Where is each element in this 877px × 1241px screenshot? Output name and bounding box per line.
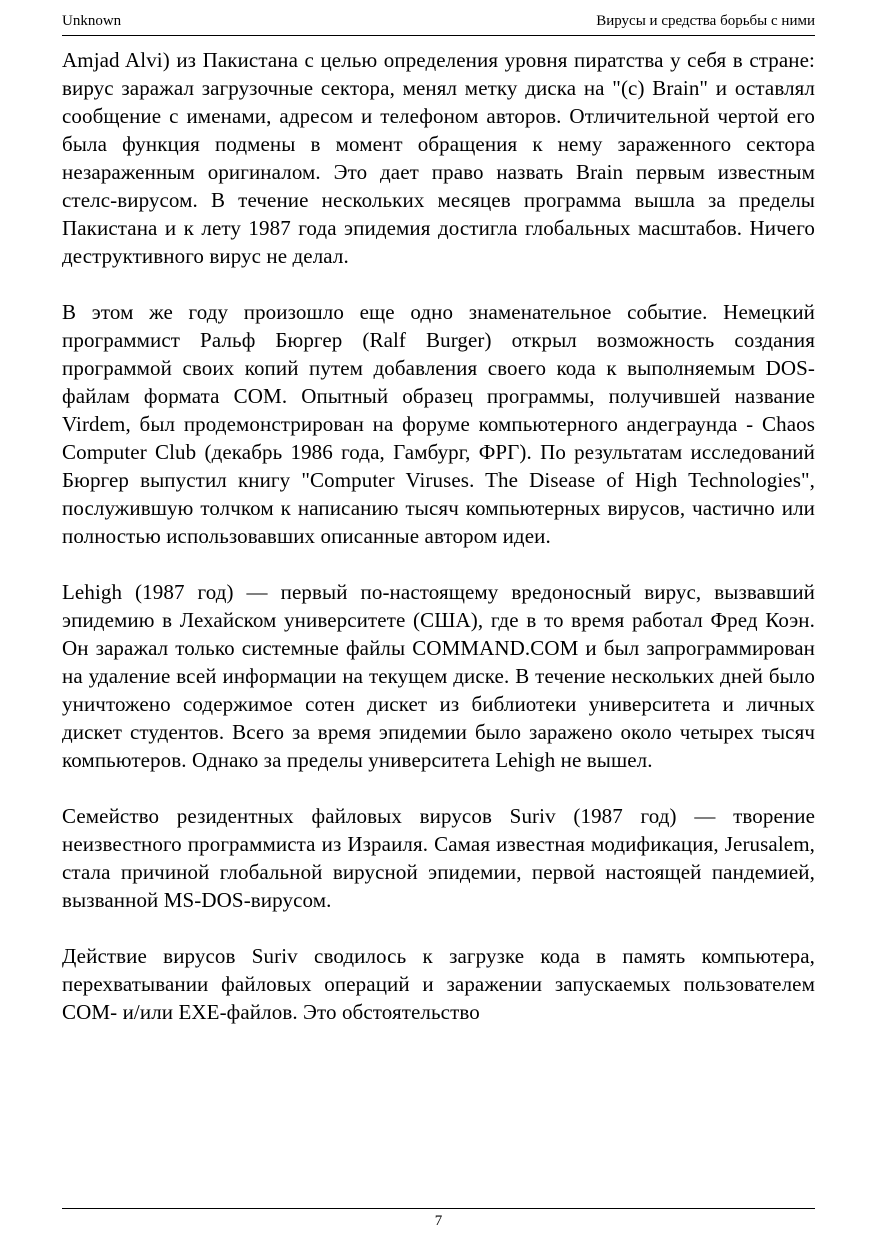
paragraph-1: Amjad Alvi) из Пакистана с целью определения уровня пиратства у себя в стране: вирус заражал загрузочные сектора, менял метку диска на "(c) Brain" и оставлял сообщение с именами, адресом и телефоном авторов. Отличительной чертой его была функция подмены в момент обращения к нему зараженного сектора незараженным оригиналом. Это дает право назвать Brain первым известным стелс-вирусом. В течение нескольких месяцев программа вышла за пределы Пакистана и к лету 1987 года эпидемия достигла глобальных масштабов. Ничего деструктивного вирус не делал. (62, 47, 815, 268)
page-number: 7 (434, 1212, 443, 1229)
page-header (62, 12, 815, 31)
header-divider (62, 35, 815, 36)
document-body (62, 46, 815, 1026)
paragraph-3: Lehigh (1987 год) — первый по-настоящему вредоносный вирус, вызвавший эпидемию в Лехайском университете (США), где в то время работал Фред Коэн. Он заражал только системные файлы COMMAND.COM и был запрограммирован на удаление всей информации на текущем диске. В течение нескольких дней было уничтожено содержимое сотен дискет из библиотеки университета и личных дискет студентов. Всего за время эпидемии было заражено около четырех тысяч компьютеров. Однако за пределы университета Lehigh не вышел. (62, 579, 815, 772)
page-footer (62, 1208, 815, 1232)
paragraph-2: В этом же году произошло еще одно знаменательное событие. Немецкий программист Ральф Бюргер (Ralf Burger) открыл возможность создания программой своих копий путем добавления своего кода к выполняемым DOS-файлам формата COM. Опытный образец программы, получившей название Virdem, был продемонстрирован на форуме компьютерного андеграунда - Chaos Computer Club (декабрь 1986 года, Гамбург, ФРГ). По результатам исследований Бюргер выпустил книгу "Computer Viruses. The Disease of High Technologies", послужившую толчком к написанию тысяч компьютерных вирусов, частично или полностью использовавших описанные автором идеи. (62, 299, 815, 548)
header-chapter-title: Вирусы и средства борьбы с ними (596, 13, 815, 29)
paragraph-4: Семейство резидентных файловых вирусов Suriv (1987 год) — творение неизвестного программиста из Израиля. Самая известная модификация, Jerusalem, стала причиной глобальной вирусной эпидемии, первой настоящей пандемией, вызванной MS-DOS-вирусом. (62, 803, 815, 912)
footer-divider (62, 1208, 815, 1209)
paragraph-5: Действие вирусов Suriv сводилось к загрузке кода в память компьютера, перехватывании файловых операций и заражении запускаемых пользователем COM- и/или EXE-файлов. Это обстоятельство (62, 943, 815, 1024)
header-document-title: Unknown (62, 13, 122, 29)
